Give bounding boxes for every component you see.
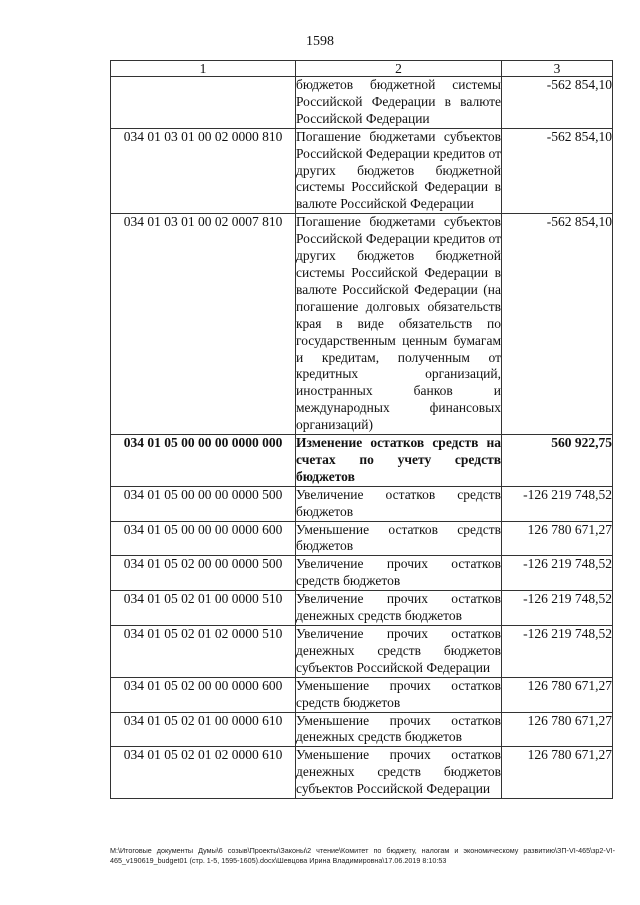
- code-cell: 034 01 03 01 00 02 0007 810: [111, 214, 296, 435]
- table-row: [111, 435, 613, 487]
- table-row: [111, 626, 613, 678]
- name-cell: Уменьшение остатков средств бюджетов: [296, 521, 502, 556]
- page-number: 1598: [306, 34, 334, 49]
- name-cell: Погашение бюджетами субъектов Российской Федерации кредитов от других бюджетов бюджетной системы Российской Федерации в валюте Российской Федерации: [296, 128, 502, 214]
- column-header-name: 2: [296, 61, 502, 77]
- table-row: [111, 486, 613, 521]
- column-header-code: 1: [111, 61, 296, 77]
- table-header-row: [111, 61, 613, 77]
- amount-cell: 560 922,75: [502, 435, 613, 487]
- name-cell: Увеличение прочих остатков денежных средств бюджетов: [296, 591, 502, 626]
- amount-cell: -126 219 748,52: [502, 486, 613, 521]
- name-cell: бюджетов бюджетной системы Российской Федерации в валюте Российской Федерации: [296, 77, 502, 129]
- table-row: [111, 128, 613, 214]
- name-cell: Погашение бюджетами субъектов Российской Федерации кредитов от других бюджетов бюджетной системы Российской Федерации в валюте Российской Федерации (на погашение долговых обязательств края в виде обязательств по государственным ценным бумагам и кредитам, полученным от кредитных организаций, иностранных банков и международных финансовых организаций): [296, 214, 502, 435]
- amount-cell: -562 854,10: [502, 214, 613, 435]
- table-row: [111, 747, 613, 799]
- table-row: [111, 712, 613, 747]
- amount-cell: 126 780 671,27: [502, 747, 613, 799]
- table-row: [111, 677, 613, 712]
- name-cell: Уменьшение прочих остатков денежных средств бюджетов субъектов Российской Федерации: [296, 747, 502, 799]
- code-cell: [111, 77, 296, 129]
- table-row: [111, 556, 613, 591]
- amount-cell: -562 854,10: [502, 128, 613, 214]
- amount-cell: -126 219 748,52: [502, 626, 613, 678]
- table-row: [111, 214, 613, 435]
- name-cell: Увеличение прочих остатков средств бюджетов: [296, 556, 502, 591]
- code-cell: 034 01 05 02 01 02 0000 610: [111, 747, 296, 799]
- code-cell: 034 01 03 01 00 02 0000 810: [111, 128, 296, 214]
- table-row: [111, 591, 613, 626]
- amount-cell: 126 780 671,27: [502, 712, 613, 747]
- amount-cell: 126 780 671,27: [502, 521, 613, 556]
- code-cell: 034 01 05 02 00 00 0000 600: [111, 677, 296, 712]
- table-row: [111, 77, 613, 129]
- code-cell: 034 01 05 00 00 00 0000 600: [111, 521, 296, 556]
- name-cell: Уменьшение прочих остатков средств бюджетов: [296, 677, 502, 712]
- name-cell: Уменьшение прочих остатков денежных средств бюджетов: [296, 712, 502, 747]
- code-cell: 034 01 05 02 01 00 0000 610: [111, 712, 296, 747]
- table-row: [111, 521, 613, 556]
- column-header-amount: 3: [502, 61, 613, 77]
- code-cell: 034 01 05 00 00 00 0000 000: [111, 435, 296, 487]
- amount-cell: -126 219 748,52: [502, 591, 613, 626]
- budget-table: [110, 60, 613, 799]
- name-cell: Изменение остатков средств на счетах по учету средств бюджетов: [296, 435, 502, 487]
- code-cell: 034 01 05 02 01 02 0000 510: [111, 626, 296, 678]
- amount-cell: -562 854,10: [502, 77, 613, 129]
- document-path-footer: M:\Итоговые документы Думы\6 созыв\Проекты\Законы\2 чтение\Комитет по бюджету, налогам и экономическому развитию\ЗП-VI-465\зр2-VI-465_v190619_budget01 (стр. 1-5, 1595-1605).docx\Шевцова Ирина Владимировна\17.06.2019 8:10:53: [110, 846, 615, 865]
- amount-cell: -126 219 748,52: [502, 556, 613, 591]
- code-cell: 034 01 05 02 01 00 0000 510: [111, 591, 296, 626]
- code-cell: 034 01 05 02 00 00 0000 500: [111, 556, 296, 591]
- name-cell: Увеличение остатков средств бюджетов: [296, 486, 502, 521]
- code-cell: 034 01 05 00 00 00 0000 500: [111, 486, 296, 521]
- amount-cell: 126 780 671,27: [502, 677, 613, 712]
- name-cell: Увеличение прочих остатков денежных средств бюджетов субъектов Российской Федерации: [296, 626, 502, 678]
